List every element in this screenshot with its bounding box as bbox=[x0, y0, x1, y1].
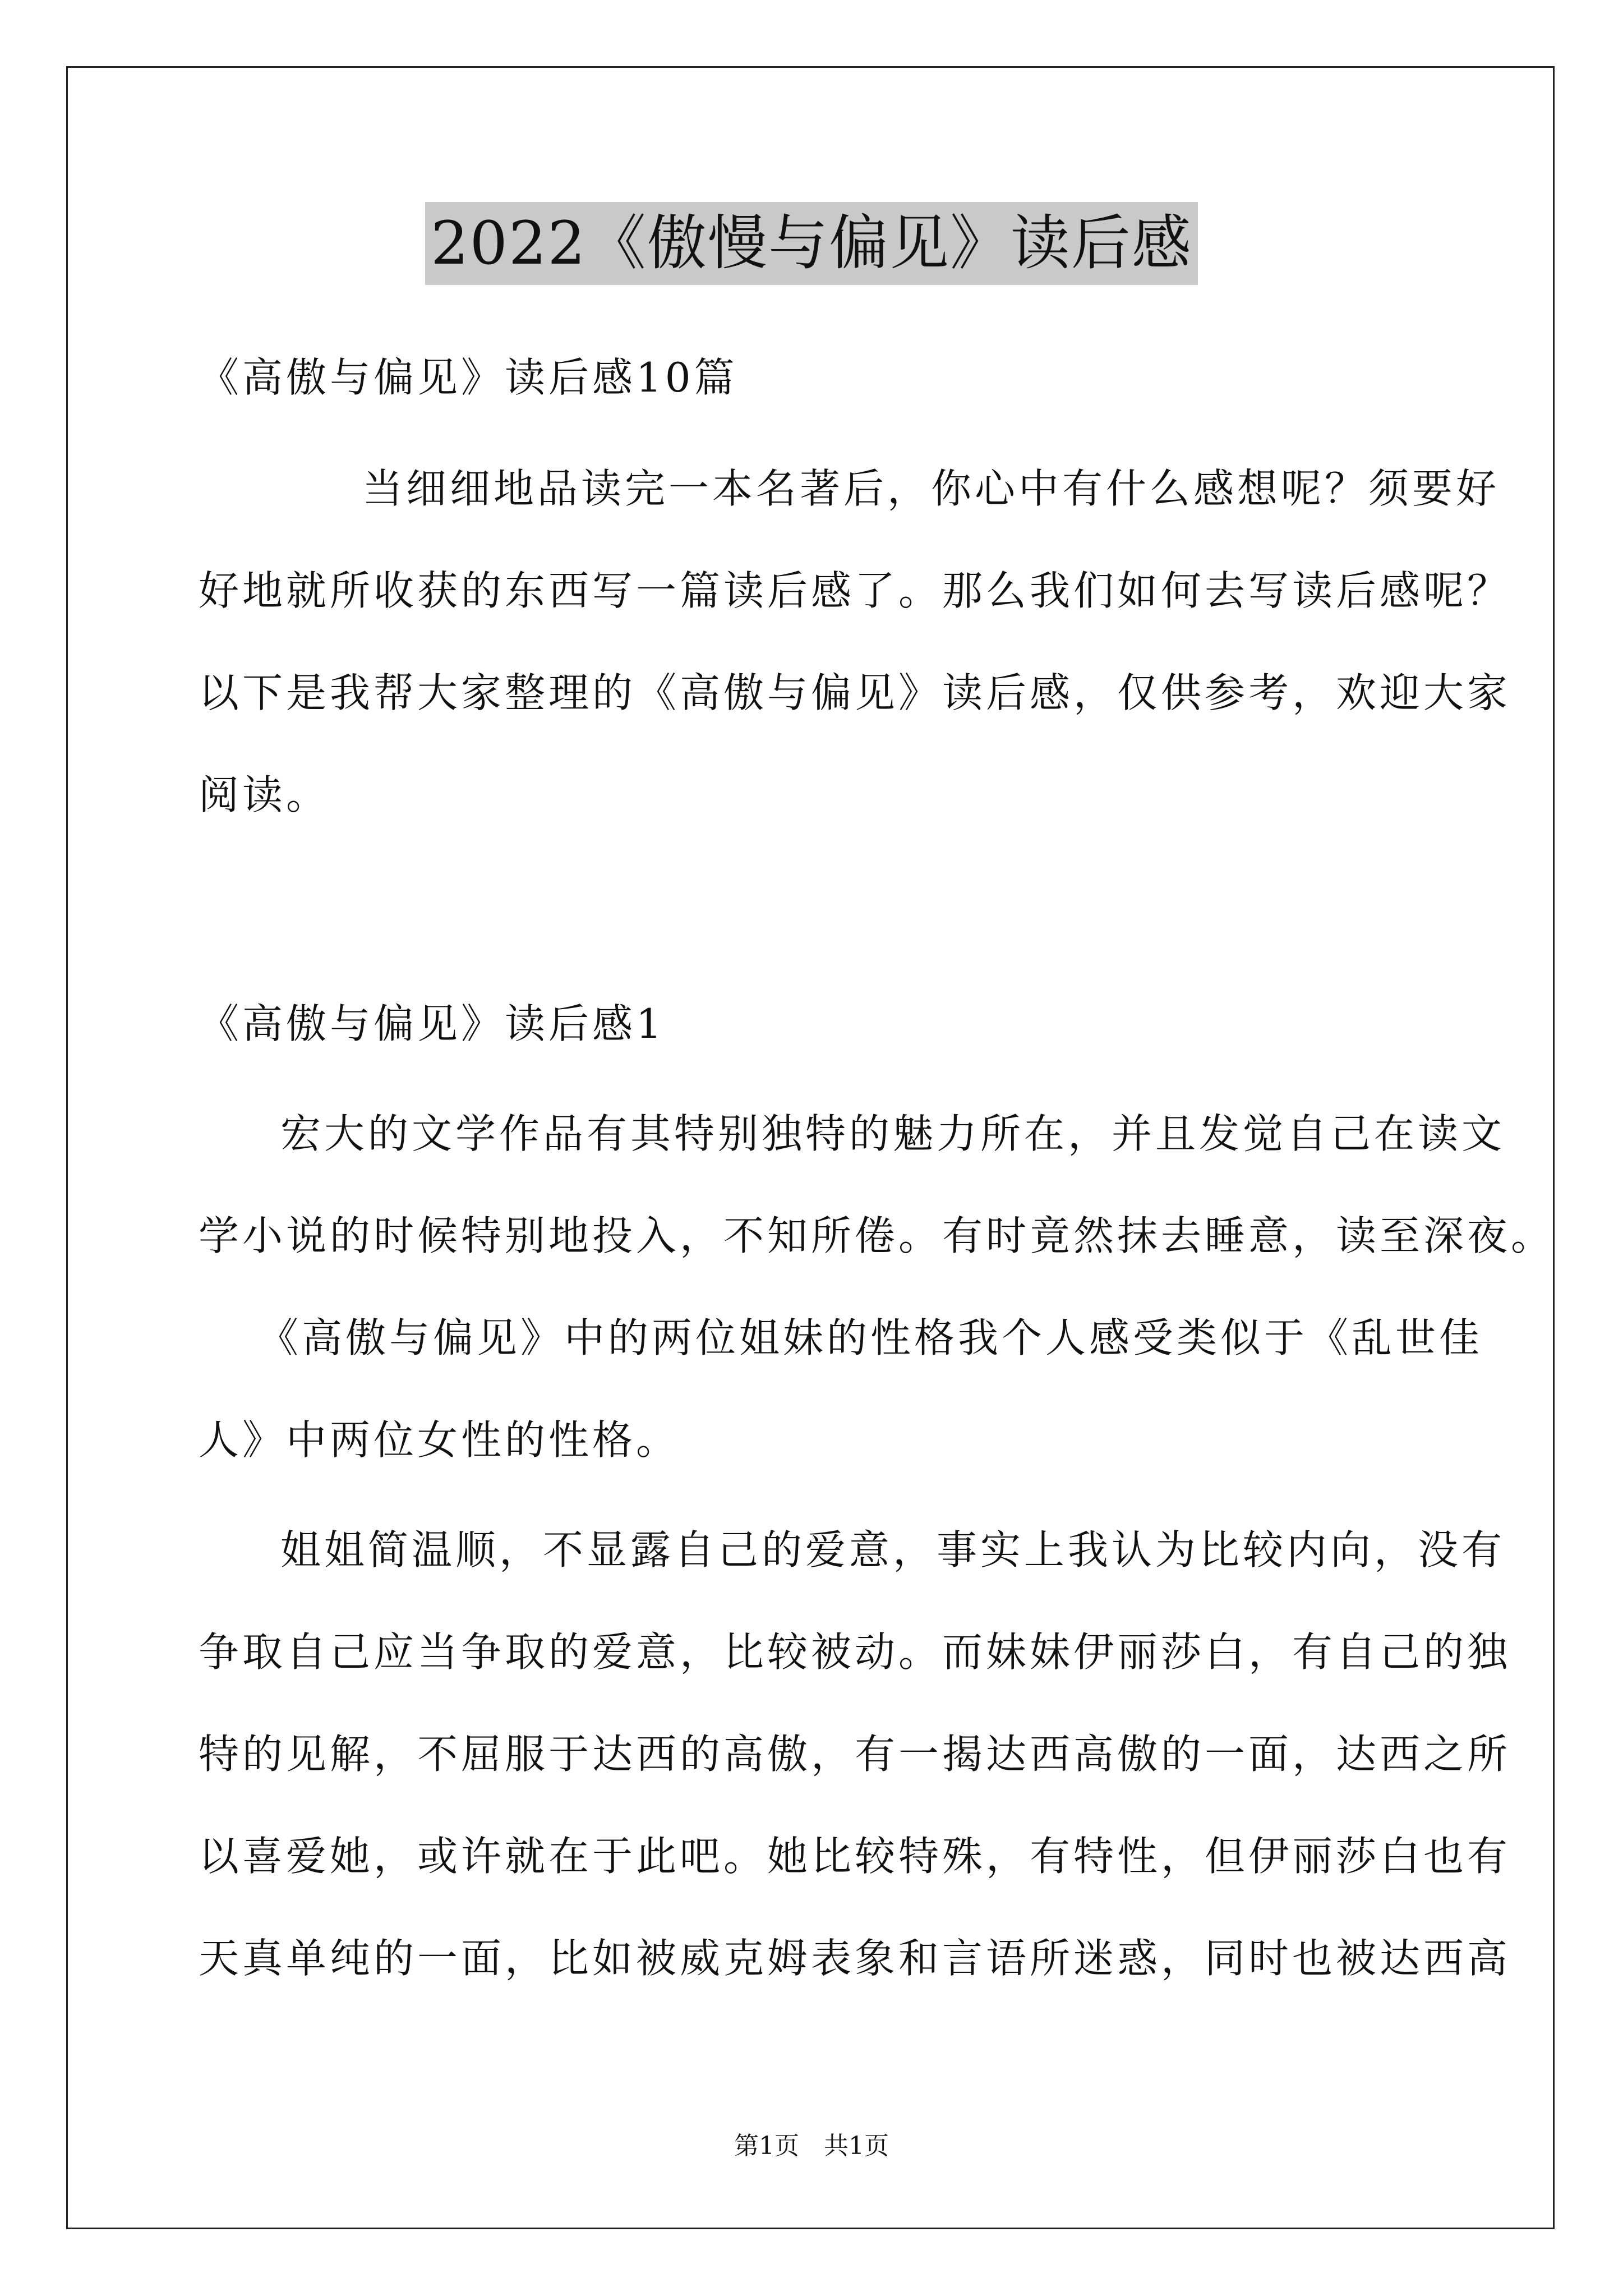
subtitle: 《高傲与偏见》读后感10篇 bbox=[199, 354, 738, 401]
body-line: 争取自己应当争取的爱意，比较被动。而妹妹伊丽莎白，有自己的独 bbox=[199, 1628, 1511, 1676]
intro-line: 当细细地品读完一本名著后，你心中有什么感想呢？须要好 bbox=[362, 465, 1500, 512]
intro-line: 好地就所收获的东西写一篇读后感了。那么我们如何去写读后感呢？ bbox=[199, 567, 1511, 614]
body-line: 以喜爱她，或许就在于此吧。她比较特殊，有特性，但伊丽莎白也有 bbox=[199, 1833, 1511, 1880]
body-line: 人》中两位女性的性格。 bbox=[199, 1416, 680, 1464]
body-line: 特的见解，不屈服于达西的高傲，有一揭达西高傲的一面，达西之所 bbox=[199, 1731, 1511, 1778]
document-title: 2022《傲慢与偏见》读后感 bbox=[425, 202, 1198, 285]
body-line: 学小说的时候特别地投入，不知所倦。有时竟然抹去睡意，读至深夜。 bbox=[199, 1212, 1555, 1259]
title-container bbox=[0, 202, 1623, 285]
section-heading: 《高傲与偏见》读后感1 bbox=[199, 1000, 665, 1047]
body-line: 《高傲与偏见》中的两位姐妹的性格我个人感受类似于《乱世佳 bbox=[258, 1314, 1483, 1361]
page-footer: 第1页 共1页 bbox=[734, 2132, 889, 2160]
intro-line: 阅读。 bbox=[199, 771, 330, 818]
body-line: 天真单纯的一面，比如被威克姆表象和言语所迷惑，同时也被达西高 bbox=[199, 1935, 1511, 1982]
body-line: 宏大的文学作品有其特别独特的魅力所在，并且发觉自己在读文 bbox=[280, 1110, 1506, 1157]
body-line: 姐姐简温顺，不显露自己的爱意，事实上我认为比较内向，没有 bbox=[280, 1526, 1506, 1573]
intro-line: 以下是我帮大家整理的《高傲与偏见》读后感，仅供参考，欢迎大家 bbox=[199, 669, 1511, 716]
